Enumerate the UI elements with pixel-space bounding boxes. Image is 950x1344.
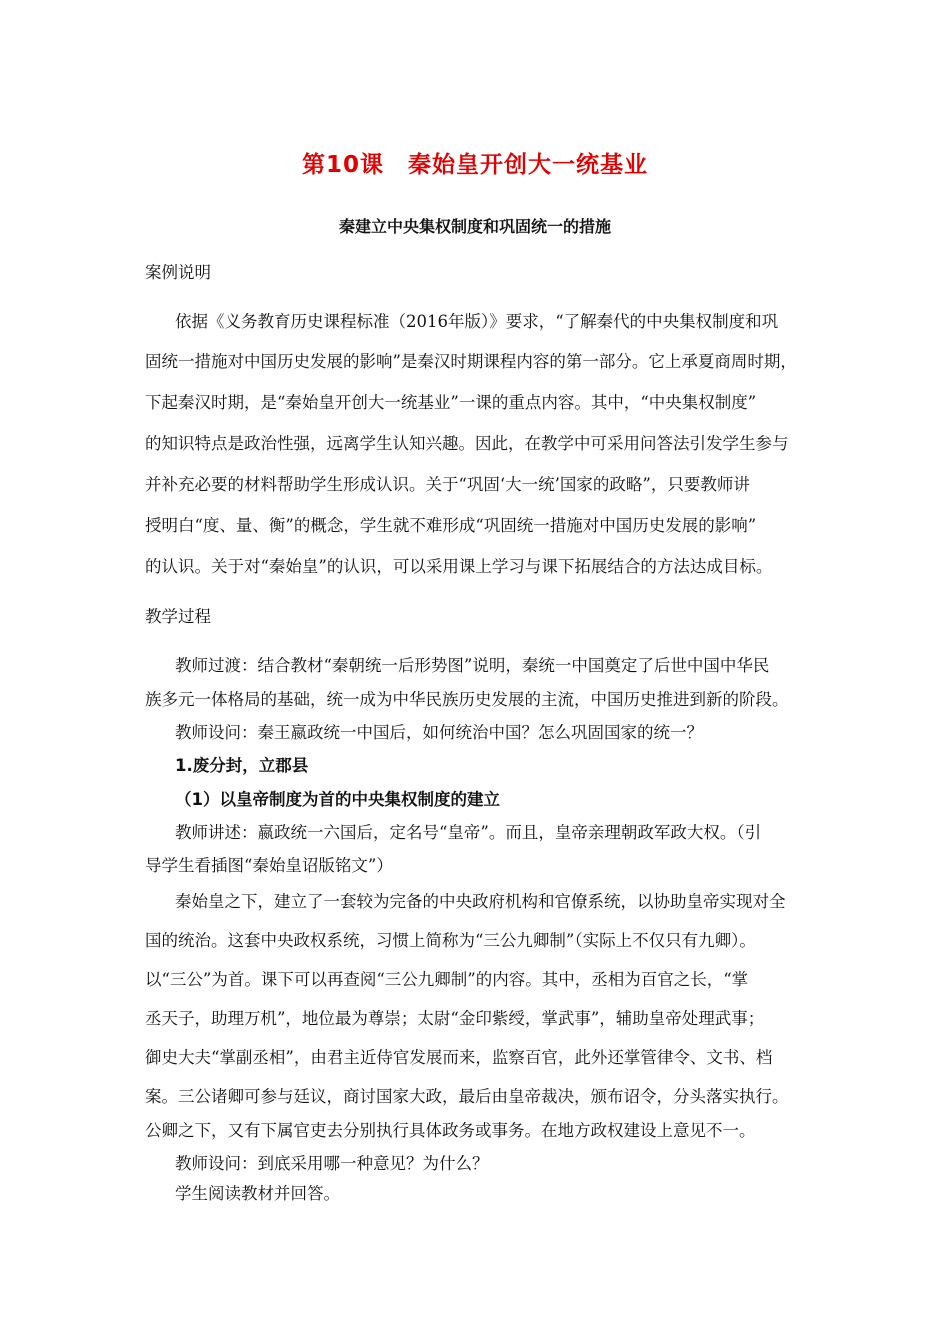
student-answer: 学生阅读教材并回答。 xyxy=(175,1184,340,1203)
paragraph-line: 依据《义务教育历史课程标准（2016年版）》要求，“了解秦代的中央集权制度和巩 xyxy=(175,312,779,331)
heading-1: 1.废分封，立郡县 xyxy=(175,756,309,775)
paragraph-line: 公卿之下，又有下属官吏去分别执行具体政务或事务。在地方政权建设上意见不一。 xyxy=(145,1121,756,1140)
lesson-subtitle: 秦建立中央集权制度和巩固统一的措施 xyxy=(338,217,611,236)
paragraph-line: 秦始皇之下，建立了一套较为完备的中央政府机构和官僚系统，以协助皇帝实现对全 xyxy=(175,892,786,911)
paragraph-line: 族多元一体格局的基础，统一成为中华民族历史发展的主流，中国历史推进到新的阶段。 xyxy=(145,690,789,709)
section-heading-case: 案例说明 xyxy=(145,263,211,282)
paragraph-line: 下起秦汉时期，是“秦始皇开创大一统基业”一课的重点内容。其中，“中央集权制度” xyxy=(145,393,757,412)
paragraph-line: 丞天子，助理万机”，地位最为尊崇；太尉“金印紫绶，掌武事”，辅助皇帝处理武事； xyxy=(145,1009,765,1028)
paragraph-line: 导学生看插图“秦始皇诏版铭文”） xyxy=(145,856,393,875)
paragraph-line: 的知识特点是政治性强，远离学生认知兴趣。因此，在教学中可采用问答法引发学生参与 xyxy=(145,434,789,453)
paragraph-line: 教师讲述：嬴政统一六国后，定名号“皇帝”。而且，皇帝亲理朝政军政大权。（引 xyxy=(175,823,762,842)
paragraph-line: 御史大夫“掌副丞相”，由君主近侍官发展而来，监察百官，此外还掌管律令、文书、档 xyxy=(145,1048,773,1067)
paragraph-line: 国的统治。这套中央政权系统，习惯上简称为“三公九卿制”（实际上不仅只有九卿）。 xyxy=(145,931,756,950)
paragraph-line: 教师过渡：结合教材“秦朝统一后形势图”说明，秦统一中国奠定了后世中国中华民 xyxy=(175,656,770,675)
paragraph-line: 以“三公”为首。课下可以再查阅“三公九卿制”的内容。其中，丞相为百官之长，“掌 xyxy=(145,970,749,989)
paragraph-line: 并补充必要的材料帮助学生形成认识。关于“巩固‘大一统’国家的政略”，只要教师讲 xyxy=(145,475,750,494)
paragraph-line: 的认识。关于对“秦始皇”的认识，可以采用课上学习与课下拓展结合的方法达成目标。 xyxy=(145,557,773,576)
lesson-title: 第10课 秦始皇开创大一统基业 xyxy=(301,152,648,178)
paragraph-line: 固统一措施对中国历史发展的影响”是秦汉时期课程内容的第一部分。它上承夏商周时期， xyxy=(145,352,797,371)
section-heading-process: 教学过程 xyxy=(145,607,211,626)
paragraph-line: 案。三公诸卿可参与廷议，商讨国家大政，最后由皇帝裁决，颁布诏令，分头落实执行。 xyxy=(145,1087,789,1106)
heading-1-1: （1）以皇帝制度为首的中央集权制度的建立 xyxy=(175,790,500,809)
teacher-question: 教师设问：秦王嬴政统一中国后，如何统治中国？怎么巩固国家的统一？ xyxy=(175,723,703,742)
paragraph-line: 授明白“度、量、衡”的概念，学生就不难形成“巩固统一措施对中国历史发展的影响” xyxy=(145,516,757,535)
teacher-question: 教师设问：到底采用哪一种意见？为什么？ xyxy=(175,1154,489,1173)
